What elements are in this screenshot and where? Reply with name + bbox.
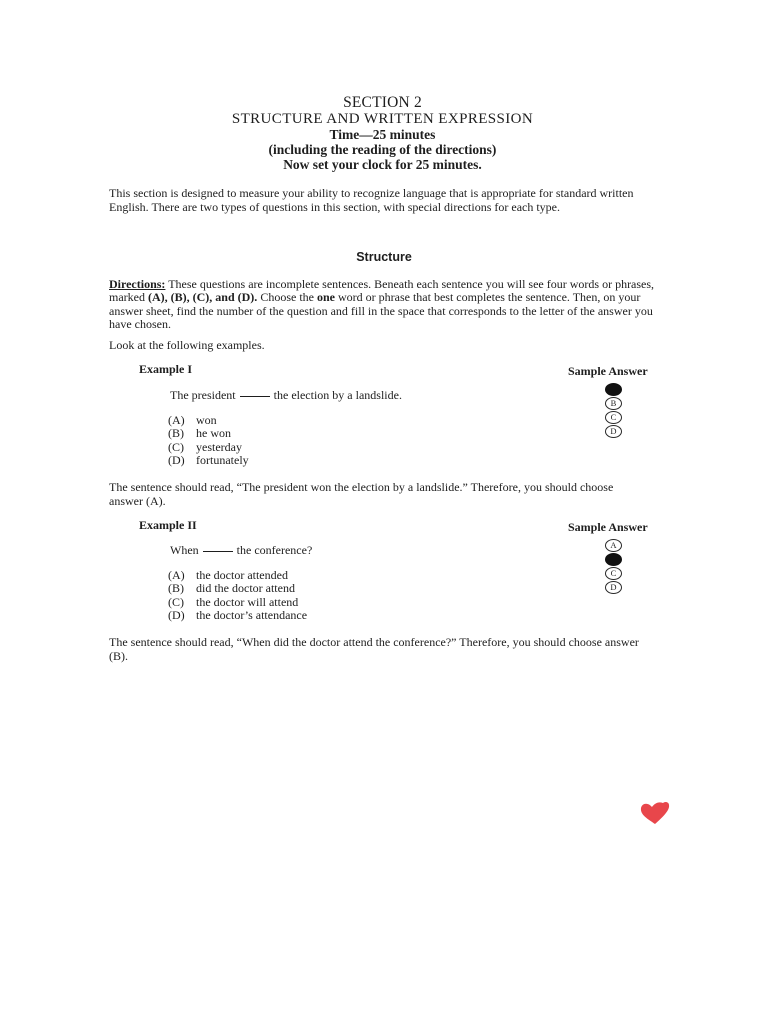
stem-before: When [170, 543, 199, 557]
choice-letter: (D) [168, 607, 185, 622]
answer-bubble-d: D [605, 581, 622, 594]
example-1-answer-bubbles [605, 383, 621, 439]
example-2-choices [168, 569, 307, 622]
answer-bubble-b [605, 553, 622, 566]
heart-icon [638, 800, 672, 826]
directions-marks: (A), (B), (C), and (D). [147, 290, 258, 305]
directions-label: Directions: [109, 277, 166, 291]
time-note: (including the reading of the directions) [268, 142, 497, 157]
choice-text: fortunately [196, 452, 249, 467]
example-2-answer-bubbles [605, 539, 621, 595]
example-2-explanation: The sentence should read, “When did the doctor attend the conference?” Therefore, you should choose answer (B). [109, 635, 639, 663]
answer-bubble-c: C [605, 411, 622, 424]
choice-text: did the doctor attend [196, 581, 295, 596]
section-intro: This section is designed to measure your ability to recognize language that is appropriate for standard written English. There are two types of questions in this section, with special directions for each type. [109, 186, 634, 214]
example-2-label: Example II [139, 518, 197, 532]
choice-text: the doctor’s attendance [196, 607, 308, 622]
choice-letter: (B) [168, 581, 184, 596]
answer-bubble-a [605, 383, 622, 396]
directions-paragraph [109, 278, 659, 331]
directions-text-2: Choose the [257, 290, 317, 305]
answer-bubble-d: D [605, 425, 622, 438]
choice-letter: (C) [168, 594, 184, 609]
answer-bubble-b: B [605, 397, 622, 410]
choice-d [168, 609, 307, 622]
directions-one: one [316, 290, 335, 305]
answer-blank [203, 551, 233, 552]
choice-text: won [196, 413, 217, 427]
look-instruction: Look at the following examples. [109, 338, 265, 352]
choice-text: he won [196, 426, 231, 441]
clock-instruction: Now set your clock for 25 minutes. [283, 157, 482, 172]
stem-after: the conference? [236, 543, 313, 557]
example-2-sample-label: Sample Answer [568, 520, 648, 534]
example-1-choices [168, 414, 249, 467]
answer-bubble-a: A [605, 539, 622, 552]
section-title: STRUCTURE AND WRITTEN EXPRESSION [231, 111, 534, 127]
example-1-sample-label: Sample Answer [568, 364, 648, 378]
example-1-label: Example I [139, 362, 193, 376]
structure-heading: Structure [356, 250, 412, 264]
choice-letter: (C) [168, 439, 184, 454]
choice-b [168, 582, 307, 595]
choice-a [168, 414, 249, 427]
example-1-explanation: The sentence should read, “The president won the election by a landslide.” Therefore, you should choose answer (A). [109, 480, 614, 508]
section-number: SECTION 2 [343, 94, 422, 111]
answer-bubble-c: C [605, 567, 622, 580]
choice-text: the doctor will attend [196, 594, 299, 609]
section-header [160, 94, 605, 172]
directions-text-1: These questions are incomplete sentences. Beneath each sentence you will see four words or phrases, marked [109, 277, 655, 305]
choice-letter: (A) [168, 568, 185, 582]
choice-letter: (D) [168, 452, 185, 467]
choice-letter: (A) [168, 413, 185, 427]
choice-c [168, 441, 249, 454]
choice-text: the doctor attended [196, 568, 288, 582]
choice-a [168, 569, 307, 582]
directions-text-3: word or phrase that best completes the sentence. Then, on your answer sheet, find the number of the question and fill in the space that corresponds to the letter of the answer you have chosen. [109, 290, 653, 331]
choice-text: yesterday [196, 439, 242, 454]
stem-before: The president [170, 388, 236, 402]
example-2-stem [170, 543, 312, 558]
choice-letter: (B) [168, 426, 184, 441]
answer-blank [240, 396, 270, 397]
time-limit: Time—25 minutes [329, 127, 436, 142]
choice-d [168, 454, 249, 467]
example-1-stem [170, 388, 402, 403]
stem-after: the election by a landslide. [273, 388, 402, 402]
choice-c [168, 596, 307, 609]
choice-b [168, 427, 249, 440]
